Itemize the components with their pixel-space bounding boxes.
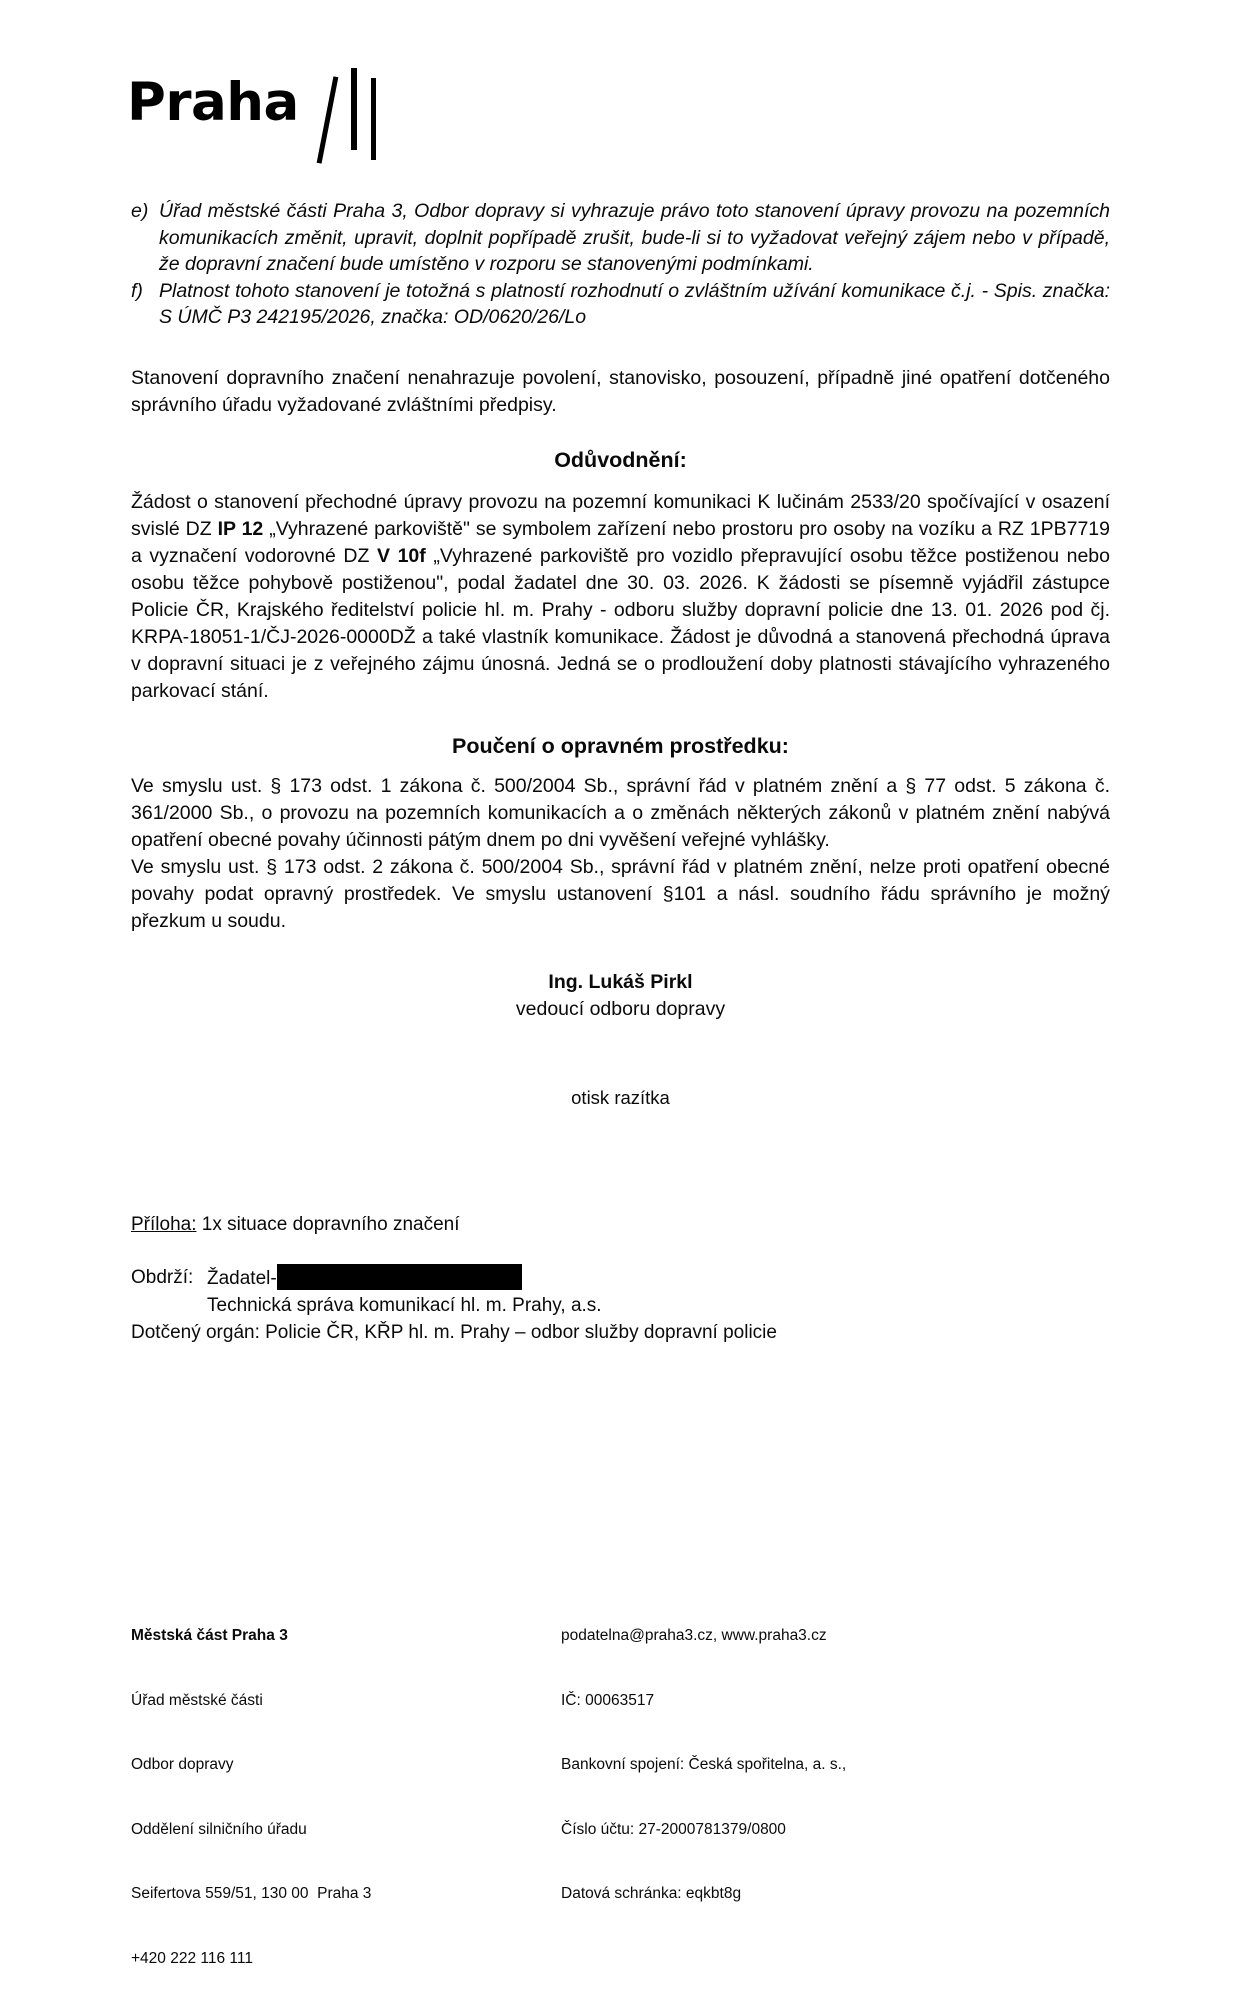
reasoning-part-1: Žádost o stanovení přechodné úpravy provozu na pozemní komunikaci K lučinám 2533/20 spočívající v osazení svislé DZ xyxy=(131,490,1110,540)
logo-marks xyxy=(309,54,389,162)
praha-logo xyxy=(127,54,389,164)
remedy-paragraph-1: Ve smyslu ust. § 173 odst. 1 zákona č. 500/2004 Sb., správní řád v platném znění a § 77 odst. 5 zákona č. 361/2000 Sb., o provozu na pozemních komunikacích a o změnách některých zákonů v platném znění nabývá opatření obecné povahy účinnosti pátým dnem po dni vyvěšení veřejné vyhlášky. xyxy=(131,774,1110,851)
reasoning-part-2: „Vyhrazené parkoviště" se symbolem zařízení nebo prostoru pro osoby na vozíku a RZ 1PB7719 a vyznačení vodorovné DZ xyxy=(131,517,1110,567)
attachments-block xyxy=(131,1211,1110,1346)
signatory-name: Ing. Lukáš Pirkl xyxy=(548,970,693,993)
footer-column-contact xyxy=(561,1582,1081,2012)
notice-paragraph: Stanovení dopravního značení nenahrazuje povolení, stanovisko, posouzení, případně jiné opatření dotčeného správního úřadu vyžadované zvláštními předpisy. xyxy=(131,366,1110,416)
attachment-label: Příloha: xyxy=(131,1213,197,1235)
signatory-role: vedoucí odboru dopravy xyxy=(515,997,726,1020)
reasoning-heading: Odůvodnění: xyxy=(554,447,687,472)
footer-left-line-3: Odbor dopravy xyxy=(131,1756,234,1773)
recipient-secondary: Technická správa komunikací hl. m. Prahy, a.s. xyxy=(207,1294,602,1316)
clause-item-f xyxy=(131,278,1110,331)
recipient-primary xyxy=(207,1264,1110,1292)
footer-left-line-6: +420 222 116 111 xyxy=(131,1949,253,1967)
sign-code-ip12: IP 12 xyxy=(217,517,264,540)
attachment-value: 1x situace dopravního značení xyxy=(201,1213,460,1235)
footer-right-line-5: Datová schránka: eqkbt8g xyxy=(561,1885,742,1902)
reasoning-part-3: „Vyhrazené parkoviště pro vozidlo přepravující osobu těžce postiženou nebo osobu těžce pohybově postiženou", podal žadatel dne 30. 03. 2026. K žádosti se písemně vyjádřil zástupce Policie ČR, Krajského ředitelství policie hl. m. Prahy - odboru služby dopravní policie dne 13. 01. 2026 pod čj. KRPA-18051-1/ČJ-2026-0000DŽ a také vlastník komunikace. Žádost je důvodná a stanovená přechodná úprava v dopravní situaci je z veřejného zájmu únosná. Jedná se o prodloužení doby platnosti stávajícího vyhrazeného parkovací stání. xyxy=(131,544,1110,702)
redaction-bar xyxy=(277,1264,522,1290)
attachment-line xyxy=(131,1211,1110,1238)
stamp-note: otisk razítka xyxy=(571,1086,670,1108)
logo-bar-first-icon xyxy=(351,68,357,150)
signature-block xyxy=(131,969,1110,1023)
footer-left-line-1: Městská část Praha 3 xyxy=(131,1627,288,1644)
clause-item-e xyxy=(131,198,1110,278)
remedy-heading: Poučení o opravném prostředku: xyxy=(452,733,789,758)
footer-right-line-3: Bankovní spojení: Česká spořitelna, a. s., xyxy=(561,1756,847,1773)
footer-left-line-4: Oddělení silničního úřadu xyxy=(131,1820,307,1838)
logo-slash-icon xyxy=(316,76,338,163)
logo-bar-second-icon xyxy=(371,78,376,160)
recipients-row xyxy=(131,1264,1110,1292)
sign-code-v10f: V 10f xyxy=(377,544,426,567)
footer-left-line-2: Úřad městské části xyxy=(131,1691,263,1709)
footer-right-line-4: Číslo účtu: 27-2000781379/0800 xyxy=(561,1820,786,1838)
footer-right-line-2: IČ: 00063517 xyxy=(561,1691,655,1709)
clause-text-f: Platnost tohoto stanovení je totožná s platností rozhodnutí o zvláštním užívání komunikace č.j. - Spis. značka: S ÚMČ P3 242195/2026, značka: OD/0620/26/Lo xyxy=(159,279,1110,328)
clause-text-e: Úřad městské části Praha 3, Odbor dopravy si vyhrazuje právo toto stanovení úpravy provozu na pozemních komunikacích změnit, upravit, doplnit popřípadě zrušit, bude-li si to vyžadovat veřejný zájem nebo v případě, že dopravní značení bude umístěno v rozporu se stanovenými podmínkami. xyxy=(159,200,1110,275)
clause-marker-e: e) xyxy=(131,200,149,222)
clause-list xyxy=(131,198,1110,331)
footer-left-line-5: Seifertova 559/51, 130 00 Praha 3 xyxy=(131,1885,372,1902)
reasoning-paragraph xyxy=(131,489,1110,705)
page-footer xyxy=(131,1582,1111,2012)
recipient-authority: Dotčený orgán: Policie ČR, KŘP hl. m. Prahy – odbor služby dopravní policie xyxy=(131,1321,777,1343)
footer-right-line-1: podatelna@praha3.cz, www.praha3.cz xyxy=(561,1627,827,1644)
recipients-label: Obdrží: xyxy=(131,1266,194,1288)
recipient-applicant-prefix: Žadatel- xyxy=(207,1267,277,1289)
clause-marker-f: f) xyxy=(131,279,143,302)
footer-column-address xyxy=(131,1582,561,2012)
logo-wordmark: Praha xyxy=(127,72,299,133)
document-body xyxy=(131,198,1110,1346)
remedy-paragraph-2: Ve smyslu ust. § 173 odst. 2 zákona č. 500/2004 Sb., správní řád v platném znění, nelze proti opatření obecné povahy podat opravný prostředek. Ve smyslu ustanovení §101 a násl. soudního řádu správního je možný přezkum u soudu. xyxy=(131,855,1110,932)
